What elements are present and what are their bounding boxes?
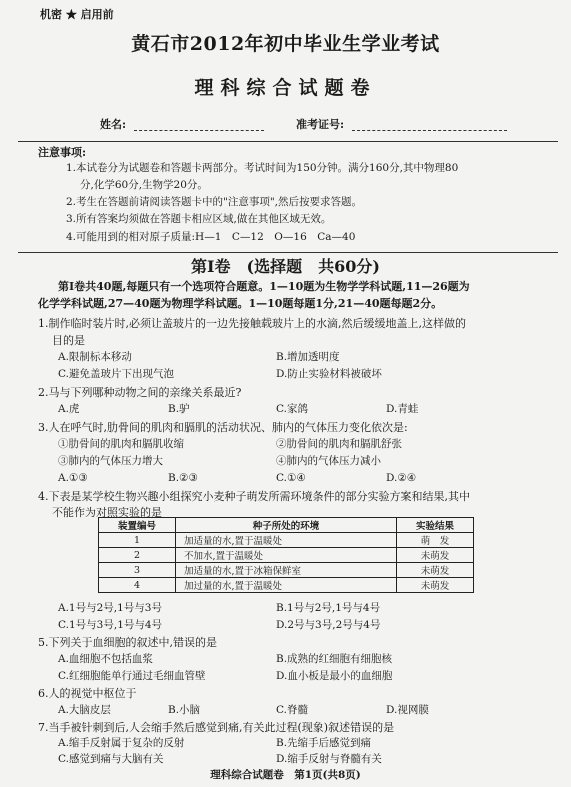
question-stem: 不能作为对照实验的是 bbox=[52, 506, 162, 519]
table-header-row bbox=[99, 518, 474, 533]
notice-item: 4.可能用到的相对原子质量:H—1 C—12 O—16 Ca—40 bbox=[66, 231, 356, 243]
table-cell: 不加水,置于温暖处 bbox=[176, 548, 397, 563]
question-stem: 4.下表是某学校生物兴趣小组探究小麦种子萌发所需环境条件的部分实验方案和结果,其中 bbox=[38, 490, 470, 503]
option-b: B.1号与2号,1号与4号 bbox=[276, 602, 381, 614]
option-b: B.先缩手后感觉到痛 bbox=[276, 737, 372, 749]
option-d: D.②④ bbox=[386, 472, 417, 484]
option-c: C.避免盖玻片下出现气泡 bbox=[58, 368, 174, 380]
table-cell: 未萌发 bbox=[397, 548, 474, 563]
table-row bbox=[99, 578, 474, 593]
table-row bbox=[99, 533, 474, 548]
option-d: D.2号与3号,2号与4号 bbox=[276, 619, 381, 631]
part-intro: 化学学科试题,27—40题为物理学科试题。1—10题每题1分,21—40题每题2分。 bbox=[38, 297, 443, 310]
option-c: C.①④ bbox=[276, 472, 306, 484]
header-divider bbox=[18, 141, 558, 142]
question-stem: 3.人在呼气时,肋骨间的肌肉和膈肌的活动状况、肺内的气体压力变化依次是: bbox=[38, 421, 408, 434]
experiment-table bbox=[98, 517, 474, 593]
question-stem: 5.下列关于血细胞的叙述中,错误的是 bbox=[38, 636, 217, 649]
table-cell: 4 bbox=[99, 578, 176, 593]
option-b: B.②③ bbox=[168, 472, 198, 484]
option-c: C.1号与3号,1号与4号 bbox=[58, 619, 163, 631]
option-a: A.1号与2号,1号与3号 bbox=[58, 602, 162, 614]
exam-title: 黄石市2012年初中毕业生学业考试 bbox=[131, 33, 440, 55]
notice-item: 分,化学60分,生物学20分。 bbox=[80, 179, 208, 191]
option-c: C.感觉到痛与大脑有关 bbox=[58, 753, 164, 765]
option-a: A.血细胞不包括血浆 bbox=[58, 653, 153, 665]
option-a: A.限制标本移动 bbox=[58, 351, 132, 363]
option-b: B.成熟的红细胞有细胞核 bbox=[276, 653, 393, 665]
option-d: D.血小板是最小的血细胞 bbox=[276, 670, 393, 682]
question-stem: 1.制作临时装片时,必须让盖玻片的一边先接触载玻片上的水滴,然后缓缓地盖上,这样做的 bbox=[38, 317, 466, 330]
table-cell: 1 bbox=[99, 533, 176, 548]
exam-no-label: 准考证号: bbox=[296, 118, 345, 131]
exam-no-field[interactable] bbox=[352, 130, 507, 131]
option-c: C.脊髓 bbox=[276, 704, 308, 716]
part-intro: 第Ⅰ卷共40题,每题只有一个选项符合题意。1—10题为生物学学科试题,11—26题为 bbox=[58, 280, 470, 293]
part-title: 第Ⅰ卷 (选择题 共60分) bbox=[191, 257, 380, 276]
option-d: D.视网膜 bbox=[386, 704, 429, 716]
option-c: C.红细胞能单行通过毛细血管壁 bbox=[58, 670, 206, 682]
table-cell: 加适量的水,置于冰箱保鲜室 bbox=[176, 563, 397, 578]
column-header: 种子所处的环境 bbox=[176, 518, 397, 533]
name-field[interactable] bbox=[134, 130, 264, 131]
option-b: B.增加透明度 bbox=[276, 351, 340, 363]
page-footer: 理科综合试题卷 第1页(共8页) bbox=[210, 769, 361, 781]
column-header: 实验结果 bbox=[397, 518, 474, 533]
table-cell: 未萌发 bbox=[397, 563, 474, 578]
confidential-mark: 机密 ★ 启用前 bbox=[40, 8, 114, 21]
option-b: B.小脑 bbox=[168, 704, 201, 716]
table-row bbox=[99, 563, 474, 578]
question-stem: 目的是 bbox=[52, 334, 85, 347]
question-stem: 6.人的视觉中枢位于 bbox=[38, 687, 137, 700]
option-a: A.①③ bbox=[58, 472, 88, 484]
option-d: D.防止实验材料被破坏 bbox=[276, 368, 382, 380]
paper-title: 理科综合试题卷 bbox=[194, 77, 377, 99]
option-d: D.缩手反射与脊髓有关 bbox=[276, 753, 382, 765]
notice-divider bbox=[18, 252, 558, 253]
table-cell: 加适量的水,置于温暖处 bbox=[176, 533, 397, 548]
table-cell: 2 bbox=[99, 548, 176, 563]
notice-heading: 注意事项: bbox=[38, 146, 87, 159]
notice-item: 2.考生在答题前请阅读答题卡中的"注意事项",然后按要求答题。 bbox=[66, 196, 363, 208]
notice-item: 1.本试卷分为试题卷和答题卡两部分。考试时间为150分钟。满分160分,其中物理80 bbox=[66, 162, 459, 174]
question-stem: 7.当手被针刺到后,人会缩手然后感觉到痛,有关此过程(现象)叙述错误的是 bbox=[38, 721, 395, 734]
statement: ①肋骨间的肌肉和膈肌收缩 bbox=[58, 438, 184, 450]
name-label: 姓名: bbox=[100, 118, 127, 131]
option-a: A.虎 bbox=[58, 403, 80, 415]
statement: ②肋骨间的肌肉和膈肌舒张 bbox=[276, 438, 402, 450]
column-header: 装置编号 bbox=[99, 518, 176, 533]
table-cell: 萌 发 bbox=[397, 533, 474, 548]
option-c: C.家鸽 bbox=[276, 403, 308, 415]
table-row bbox=[99, 548, 474, 563]
table-cell: 未萌发 bbox=[397, 578, 474, 593]
notice-item: 3.所有答案均须做在答题卡相应区域,做在其他区域无效。 bbox=[66, 213, 332, 225]
option-a: A.缩手反射属于复杂的反射 bbox=[58, 737, 185, 749]
question-stem: 2.马与下列哪种动物之间的亲缘关系最近? bbox=[38, 386, 242, 399]
table-cell: 3 bbox=[99, 563, 176, 578]
table-cell: 加过量的水,置于温暖处 bbox=[176, 578, 397, 593]
option-a: A.大脑皮层 bbox=[58, 704, 111, 716]
option-d: D.青蛙 bbox=[386, 403, 419, 415]
statement: ④肺内的气体压力减小 bbox=[276, 455, 381, 467]
option-b: B.驴 bbox=[168, 403, 190, 415]
statement: ③肺内的气体压力增大 bbox=[58, 455, 163, 467]
